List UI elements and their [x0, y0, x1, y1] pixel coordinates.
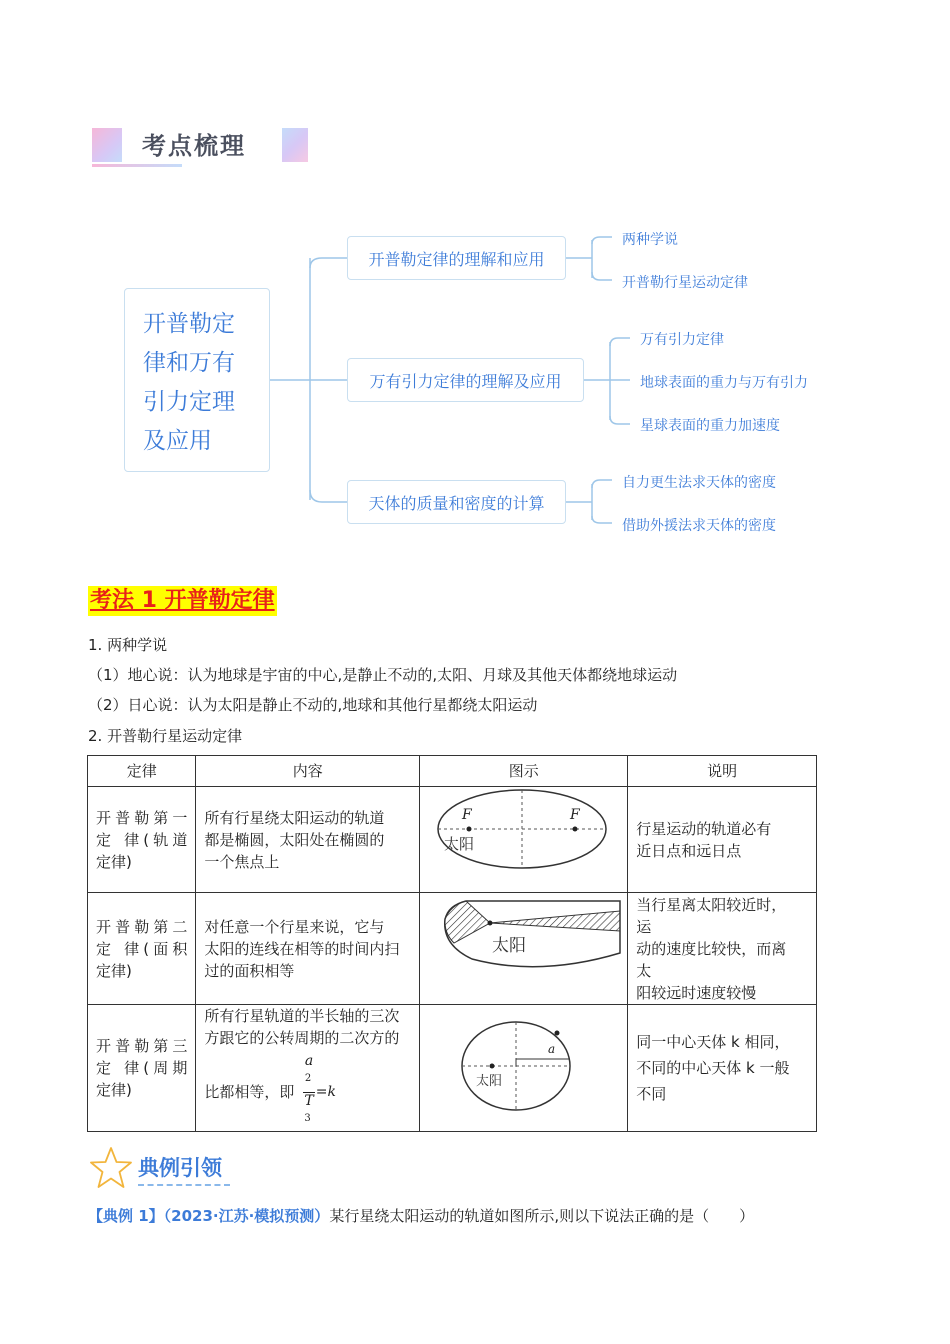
root-line-3: 引力定理 [143, 389, 235, 415]
header-content: 内容 [196, 756, 420, 787]
root-line-1: 开普勒定 [143, 311, 235, 337]
law-content: 所有行星绕太阳运动的轨道 都是椭圆，太阳处在椭圆的 一个焦点上 [196, 787, 420, 893]
para-geocentric: （1）地心说：认为地球是宇宙的中心,是静止不动的,太阳、月球及其他天体都绕地球运动 [88, 666, 678, 684]
sun-label: 太阳 [492, 936, 527, 956]
orbit-figure-2 [420, 893, 627, 973]
sun-label: 太阳 [444, 835, 475, 853]
leaf-density-external: 借助外援法求天体的密度 [622, 518, 776, 534]
header-note: 说明 [628, 756, 817, 787]
example-tag: 【典例 1】（2023·江苏·模拟预测） [88, 1207, 330, 1225]
focus-label-2: F [570, 807, 580, 823]
table-row [88, 1005, 817, 1132]
semi-major-axis-label: a [548, 1042, 556, 1057]
example-header [88, 1146, 238, 1188]
leaf-density-self: 自力更生法求天体的密度 [622, 475, 776, 491]
header-law: 定律 [88, 756, 196, 787]
leaf-two-theories: 两种学说 [622, 232, 678, 248]
example-text: 某行星绕太阳运动的轨道如图所示,则以下说法正确的是（ ） [329, 1207, 755, 1225]
law-content: 所有行星轨道的半长轴的三次 方跟它的公转周期的二次方的 比都相等，即 a $^2$ T $^3$ =k [196, 1005, 420, 1132]
table-row [88, 893, 817, 1005]
law-name: 开普勒第一 定 律(轨道 定律) [88, 787, 196, 893]
law-figure [420, 893, 628, 1005]
branch-gravitation: 万有引力定律的理解及应用 [347, 358, 584, 402]
law-figure [420, 1005, 628, 1132]
example-header-underline [138, 1184, 230, 1186]
sun-label: 太阳 [476, 1074, 503, 1090]
section-title: 考点梳理 [142, 132, 246, 160]
method-title: 考法 1 开普勒定律 [88, 586, 277, 616]
star-icon [88, 1146, 134, 1190]
para-two-theories: 1. 两种学说 [88, 636, 168, 654]
leaf-surface-gravity: 星球表面的重力加速度 [640, 418, 780, 434]
kepler-laws-table [87, 755, 817, 1132]
law-note: 当行星离太阳较近时， 运 动的速度比较快，而离 太 阳较远时速度较慢 [628, 893, 817, 1005]
law-note: 行星运动的轨道必有 近日点和远日点 [628, 787, 817, 893]
root-line-2: 律和万有 [143, 350, 235, 376]
leaf-gravity-vs-gravitation: 地球表面的重力与万有引力 [640, 375, 808, 391]
law-content: 对任意一个行星来说，它与 太阳的连线在相等的时间内扫 过的面积相等 [196, 893, 420, 1005]
focus-label-1: F [462, 807, 472, 823]
table-header-row [88, 756, 817, 787]
example-1 [88, 1205, 754, 1226]
law-note: 同一中心天体 k 相同， 不同的中心天体 k 一般 不同 [628, 1005, 817, 1132]
leaf-kepler-laws: 开普勒行星运动定律 [622, 275, 748, 291]
mindmap-root [124, 288, 270, 472]
para-heliocentric: （2）日心说：认为太阳是静止不动的,地球和其他行星都绕太阳运动 [88, 696, 538, 714]
law-figure [420, 787, 628, 893]
branch-mass-density: 天体的质量和密度的计算 [347, 480, 566, 524]
kepler-third-formula: a $^2$ T $^3$ [304, 1053, 314, 1124]
para-kepler-laws: 2. 开普勒行星运动定律 [88, 727, 243, 745]
leaf-gravitation-law: 万有引力定律 [640, 332, 724, 348]
mindmap-connectors [0, 0, 950, 560]
law-name: 开普勒第二 定 律(面积 定律) [88, 893, 196, 1005]
law-name: 开普勒第三 定 律(周期 定律) [88, 1005, 196, 1132]
example-header-title: 典例引领 [138, 1156, 222, 1180]
root-line-4: 及应用 [143, 428, 212, 454]
orbit-figure-3 [420, 1009, 627, 1121]
header-figure: 图示 [420, 756, 628, 787]
orbit-figure-1 [420, 787, 627, 886]
table-row [88, 787, 817, 893]
branch-kepler: 开普勒定律的理解和应用 [347, 236, 566, 280]
